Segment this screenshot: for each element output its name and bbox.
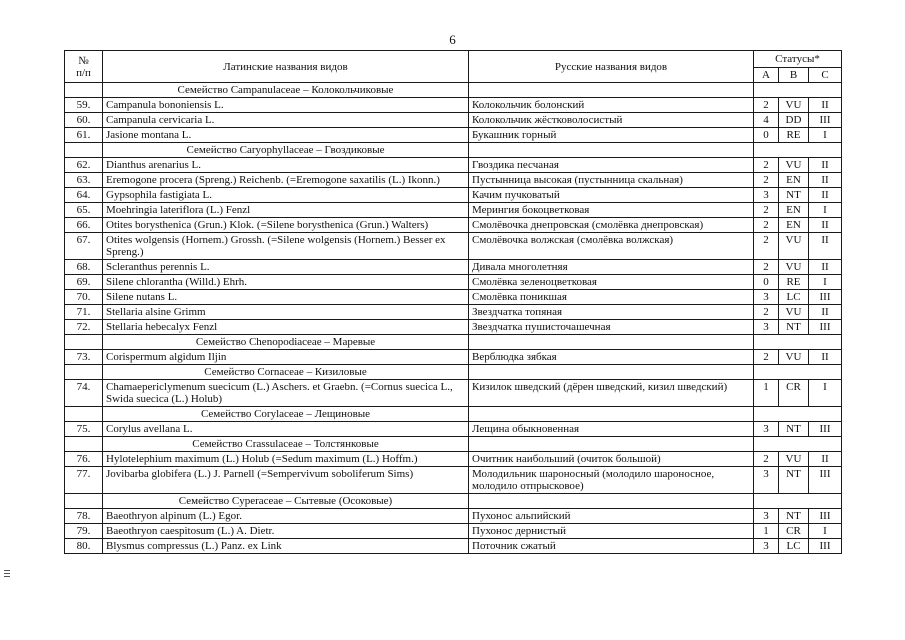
russian-name: Смолёвочка волжская (смолёвка волжская) — [469, 233, 754, 260]
species-number: 77. — [65, 467, 103, 494]
status-c: I — [809, 524, 842, 539]
latin-name: Baeothryon alpinum (L.) Egor. — [103, 509, 469, 524]
table-body — [65, 83, 842, 554]
family-num-cell — [65, 365, 103, 380]
status-c: II — [809, 260, 842, 275]
status-b: VU — [779, 452, 809, 467]
status-b: CR — [779, 380, 809, 407]
status-c: II — [809, 305, 842, 320]
family-russian-cell — [469, 365, 754, 380]
latin-name: Stellaria hebecalyx Fenzl — [103, 320, 469, 335]
status-c: III — [809, 113, 842, 128]
latin-name: Chamaepericlymenum suecicum (L.) Aschers. et Graebn. (=Cornus suecica L., Swida suecica (L.) Holub) — [103, 380, 469, 407]
russian-name: Верблюдка зябкая — [469, 350, 754, 365]
family-name: Семейство Crassulaceae – Толстянковые — [103, 437, 469, 452]
table-row — [65, 203, 842, 218]
russian-name: Гвоздика песчаная — [469, 158, 754, 173]
latin-name: Jasione montana L. — [103, 128, 469, 143]
russian-name: Молодильник шароносный (молодило шароносное, молодило отпрысковое) — [469, 467, 754, 494]
header-latin: Латинские названия видов — [103, 51, 469, 83]
status-b: DD — [779, 113, 809, 128]
russian-name: Звездчатка пушисточашечная — [469, 320, 754, 335]
latin-name: Moehringia lateriflora (L.) Fenzl — [103, 203, 469, 218]
status-b: VU — [779, 158, 809, 173]
family-row — [65, 83, 842, 98]
species-number: 70. — [65, 290, 103, 305]
status-b: LC — [779, 290, 809, 305]
family-status-cell — [754, 83, 842, 98]
table-row — [65, 467, 842, 494]
species-number: 78. — [65, 509, 103, 524]
status-b: NT — [779, 320, 809, 335]
family-russian-cell — [469, 83, 754, 98]
header-num: № п/п — [65, 51, 103, 83]
family-num-cell — [65, 83, 103, 98]
species-number: 67. — [65, 233, 103, 260]
status-b: VU — [779, 305, 809, 320]
family-name: Семейство Campanulaceae – Колокольчиковые — [103, 83, 469, 98]
table-row — [65, 188, 842, 203]
table-row — [65, 524, 842, 539]
species-number: 61. — [65, 128, 103, 143]
russian-name: Смолёвка зеленоцветковая — [469, 275, 754, 290]
status-a: 3 — [754, 422, 779, 437]
latin-name: Otites wolgensis (Hornem.) Grossh. (=Silene wolgensis (Hornem.) Besser ex Spreng.) — [103, 233, 469, 260]
status-b: RE — [779, 128, 809, 143]
family-name: Семейство Chenopodiaceae – Маревые — [103, 335, 469, 350]
status-c: I — [809, 203, 842, 218]
header-col-c: С — [809, 68, 842, 83]
status-a: 2 — [754, 452, 779, 467]
table-row — [65, 452, 842, 467]
status-b: CR — [779, 524, 809, 539]
russian-name: Пухонос альпийский — [469, 509, 754, 524]
status-a: 3 — [754, 320, 779, 335]
species-number: 76. — [65, 452, 103, 467]
status-b: VU — [779, 350, 809, 365]
family-name: Семейство Corylaceae – Лещиновые — [103, 407, 469, 422]
table-row — [65, 350, 842, 365]
latin-name: Silene nutans L. — [103, 290, 469, 305]
latin-name: Baeothryon caespitosum (L.) A. Dietr. — [103, 524, 469, 539]
status-a: 2 — [754, 233, 779, 260]
latin-name: Gypsophila fastigiata L. — [103, 188, 469, 203]
russian-name: Колокольчик болонский — [469, 98, 754, 113]
status-a: 2 — [754, 260, 779, 275]
status-c: II — [809, 98, 842, 113]
family-row — [65, 407, 842, 422]
family-num-cell — [65, 437, 103, 452]
latin-name: Hylotelephium maximum (L.) Holub (=Sedum maximum (L.) Hoffm.) — [103, 452, 469, 467]
status-a: 0 — [754, 128, 779, 143]
status-b: NT — [779, 467, 809, 494]
species-number: 66. — [65, 218, 103, 233]
russian-name: Колокольчик жёстковолосистый — [469, 113, 754, 128]
status-a: 3 — [754, 539, 779, 554]
latin-name: Campanula bononiensis L. — [103, 98, 469, 113]
status-a: 2 — [754, 350, 779, 365]
family-row — [65, 437, 842, 452]
family-status-cell — [754, 365, 842, 380]
family-row — [65, 143, 842, 158]
table-row — [65, 539, 842, 554]
family-name: Семейство Caryophyllaceae – Гвоздиковые — [103, 143, 469, 158]
species-number: 72. — [65, 320, 103, 335]
family-russian-cell — [469, 143, 754, 158]
family-name: Семейство Cyperaceae – Сытевые (Осоковые) — [103, 494, 469, 509]
status-b: VU — [779, 260, 809, 275]
status-b: VU — [779, 98, 809, 113]
status-c: III — [809, 422, 842, 437]
status-c: II — [809, 218, 842, 233]
species-number: 68. — [65, 260, 103, 275]
family-russian-cell — [469, 335, 754, 350]
status-c: III — [809, 509, 842, 524]
status-c: III — [809, 320, 842, 335]
status-a: 2 — [754, 203, 779, 218]
species-number: 74. — [65, 380, 103, 407]
family-name: Семейство Cornaceae – Кизиловые — [103, 365, 469, 380]
russian-name: Лещина обыкновенная — [469, 422, 754, 437]
russian-name: Качим пучковатый — [469, 188, 754, 203]
table-row — [65, 233, 842, 260]
family-russian-cell — [469, 407, 754, 422]
status-c: II — [809, 173, 842, 188]
latin-name: Silene chlorantha (Willd.) Ehrh. — [103, 275, 469, 290]
russian-name: Дивала многолетняя — [469, 260, 754, 275]
status-c: II — [809, 350, 842, 365]
status-a: 3 — [754, 188, 779, 203]
latin-name: Stellaria alsine Grimm — [103, 305, 469, 320]
header-col-a: А — [754, 68, 779, 83]
species-number: 69. — [65, 275, 103, 290]
species-number: 60. — [65, 113, 103, 128]
status-b: LC — [779, 539, 809, 554]
species-number: 65. — [65, 203, 103, 218]
russian-name: Букашник горный — [469, 128, 754, 143]
russian-name: Смолёвка поникшая — [469, 290, 754, 305]
header-col-b: В — [779, 68, 809, 83]
latin-name: Scleranthus perennis L. — [103, 260, 469, 275]
russian-name: Пухонос дернистый — [469, 524, 754, 539]
russian-name: Кизилок шведский (дёрен шведский, кизил шведский) — [469, 380, 754, 407]
status-a: 1 — [754, 524, 779, 539]
status-a: 1 — [754, 380, 779, 407]
russian-name: Пустынница высокая (пустынница скальная) — [469, 173, 754, 188]
status-a: 2 — [754, 98, 779, 113]
russian-name: Очитник наибольший (очиток большой) — [469, 452, 754, 467]
family-status-cell — [754, 437, 842, 452]
species-table — [64, 50, 842, 554]
family-russian-cell — [469, 437, 754, 452]
status-a: 4 — [754, 113, 779, 128]
status-b: VU — [779, 233, 809, 260]
family-russian-cell — [469, 494, 754, 509]
family-num-cell — [65, 335, 103, 350]
status-b: EN — [779, 203, 809, 218]
status-c: III — [809, 467, 842, 494]
species-number: 59. — [65, 98, 103, 113]
species-number: 62. — [65, 158, 103, 173]
status-c: I — [809, 275, 842, 290]
status-a: 3 — [754, 467, 779, 494]
family-row — [65, 335, 842, 350]
family-num-cell — [65, 407, 103, 422]
species-number: 79. — [65, 524, 103, 539]
latin-name: Blysmus compressus (L.) Panz. ex Link — [103, 539, 469, 554]
russian-name: Звездчатка топяная — [469, 305, 754, 320]
status-c: III — [809, 539, 842, 554]
table-row — [65, 509, 842, 524]
table-row — [65, 128, 842, 143]
status-c: II — [809, 233, 842, 260]
table-row — [65, 305, 842, 320]
latin-name: Otites borysthenica (Grun.) Klok. (=Silene borysthenica (Grun.) Walters) — [103, 218, 469, 233]
status-c: I — [809, 128, 842, 143]
table-row — [65, 173, 842, 188]
status-a: 0 — [754, 275, 779, 290]
status-a: 3 — [754, 290, 779, 305]
table-row — [65, 320, 842, 335]
species-number: 73. — [65, 350, 103, 365]
species-number: 80. — [65, 539, 103, 554]
russian-name: Мерингия бокоцветковая — [469, 203, 754, 218]
table-row — [65, 98, 842, 113]
status-a: 2 — [754, 305, 779, 320]
family-status-cell — [754, 407, 842, 422]
family-num-cell — [65, 494, 103, 509]
latin-name: Jovibarba globifera (L.) J. Parnell (=Sempervivum soboliferum Sims) — [103, 467, 469, 494]
table-row — [65, 422, 842, 437]
table-row — [65, 158, 842, 173]
status-b: NT — [779, 509, 809, 524]
status-b: RE — [779, 275, 809, 290]
family-num-cell — [65, 143, 103, 158]
table-row — [65, 290, 842, 305]
latin-name: Campanula cervicaria L. — [103, 113, 469, 128]
status-a: 3 — [754, 509, 779, 524]
status-b: EN — [779, 173, 809, 188]
header-russian: Русские названия видов — [469, 51, 754, 83]
species-number: 71. — [65, 305, 103, 320]
status-c: I — [809, 380, 842, 407]
status-b: NT — [779, 422, 809, 437]
status-b: NT — [779, 188, 809, 203]
status-c: III — [809, 290, 842, 305]
header-statuses: Статусы* — [754, 51, 842, 68]
russian-name: Поточник сжатый — [469, 539, 754, 554]
status-b: EN — [779, 218, 809, 233]
species-number: 75. — [65, 422, 103, 437]
status-a: 2 — [754, 173, 779, 188]
status-a: 2 — [754, 158, 779, 173]
species-number: 64. — [65, 188, 103, 203]
latin-name: Eremogone procera (Spreng.) Reichenb. (=Eremogone saxatilis (L.) Ikonn.) — [103, 173, 469, 188]
table-row — [65, 218, 842, 233]
latin-name: Corylus avellana L. — [103, 422, 469, 437]
family-status-cell — [754, 143, 842, 158]
table-row — [65, 260, 842, 275]
status-c: II — [809, 452, 842, 467]
table-row — [65, 113, 842, 128]
table-row — [65, 380, 842, 407]
margin-mark — [4, 570, 10, 579]
status-a: 2 — [754, 218, 779, 233]
species-number: 63. — [65, 173, 103, 188]
family-status-cell — [754, 494, 842, 509]
table-row — [65, 275, 842, 290]
latin-name: Dianthus arenarius L. — [103, 158, 469, 173]
page-number: 6 — [449, 32, 456, 47]
russian-name: Смолёвочка днепровская (смолёвка днепровская) — [469, 218, 754, 233]
family-status-cell — [754, 335, 842, 350]
family-row — [65, 494, 842, 509]
latin-name: Corispermum algidum Iljin — [103, 350, 469, 365]
status-c: II — [809, 158, 842, 173]
family-row — [65, 365, 842, 380]
status-c: II — [809, 188, 842, 203]
